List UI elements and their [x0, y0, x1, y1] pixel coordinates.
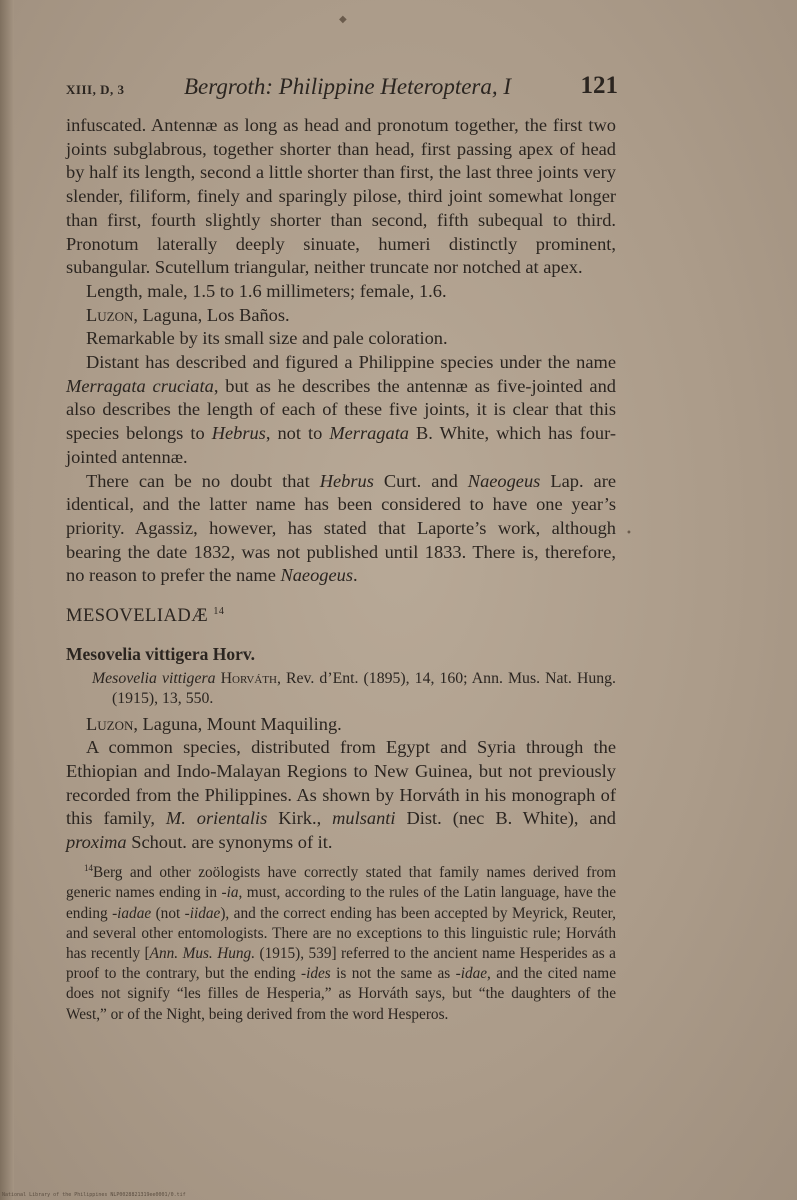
paragraph-length: Length, male, 1.5 to 1.6 millimeters; female, 1.6.	[86, 280, 447, 301]
paragraph-distant	[66, 351, 616, 470]
text-run: Kirk.,	[267, 808, 333, 829]
taxon-name: Merragata cruciata	[66, 375, 214, 396]
footnote-ref: 14	[213, 606, 225, 618]
running-header	[66, 74, 618, 104]
taxon-name: Naeogeus	[280, 565, 353, 586]
body-text	[66, 114, 616, 855]
paragraph-locality	[66, 304, 616, 328]
paragraph-locality-2	[66, 713, 616, 737]
text-run: is not the same as	[330, 965, 456, 983]
taxon-name: proxima	[66, 832, 127, 853]
text-run: B. White, which has four-jointed antennæ.	[66, 423, 617, 467]
text-run: , must, according to the rules of the Latin language, have the ending	[66, 884, 616, 922]
locality-name: Luzon	[86, 304, 134, 325]
journal-name: Ann. Mus. Hung.	[149, 944, 256, 962]
text-run: , not to	[265, 423, 330, 444]
taxon-name: mulsanti	[332, 808, 396, 829]
text-run: Schout. are synonyms of it.	[126, 832, 333, 853]
paragraph-distribution	[66, 736, 616, 855]
locality-name: Luzon	[86, 713, 134, 734]
family-heading	[66, 600, 616, 629]
locality-detail: , Laguna, Los Baños.	[133, 304, 290, 325]
suffix: -idae	[455, 965, 488, 983]
text-run: Distant has described and figured a Philippine species under the name	[86, 352, 616, 373]
suffix: -iidae	[184, 904, 221, 922]
paragraph-description: infuscated. Antennæ as long as head and pronotum together, the first two joints subglabrous, together shorter than head, first passing apex of head by half its length, second a little shorter than first, the last three joints very slender, filiform, finely and sparingly pilose, third joint somewhat longer than first, fourth slightly shorter than second, fifth subequal to third. Pronotum laterally deeply sinuate, humeri distinctly prominent, subangular. Scutellum triangular, neither truncate nor notched at apex.	[66, 115, 616, 278]
text-run: .	[353, 565, 358, 586]
text-run: , but as he describes the antennæ as five-jointed and also describes the length of each of these five joints, it is clear that this species belongs to	[66, 375, 616, 444]
running-title: Bergroth: Philippine Heteroptera, I	[184, 74, 512, 99]
text-run: (1915), 539] referred to the ancient name Hesperides as a proof to the contrary, but the ending	[66, 944, 616, 983]
page-number: 121	[580, 72, 618, 99]
family-heading-text: MESOVELIADÆ	[66, 606, 209, 627]
text-run: Lap. are identical, and the latter name has been considered to have one year’s priority. Agassiz, however, has stated that Laporte’s work, although bearing the date 1832, was not published until 1833. There is, therefore, no reason to prefer the name	[66, 470, 617, 586]
text-run: There can be no doubt that	[86, 470, 320, 491]
text-run: , and the cited name does not signify “les filles de Hesperia,” as Horváth says, but “the daughters of the West,” or of the Night, being derived from the word Hesperos.	[66, 965, 616, 1023]
text-run: (not	[151, 904, 185, 922]
text-run: A common species, distributed from Egypt and Syria through the Ethiopian and Indo-Malayan Regions to New Guinea, but not previously recorded from the Philippines. As shown by Horváth in his monograph of this family,	[66, 737, 616, 829]
text-run: Berg and other zoölogists have correctly stated that family names derived from generic names ending in	[66, 864, 616, 902]
text-run: Curt. and	[373, 470, 468, 491]
taxon-name: Naeogeus	[467, 470, 541, 491]
taxon-name: Hebrus	[211, 423, 266, 444]
scan-mark-side: •	[626, 528, 632, 539]
scan-mark-top: ◆	[339, 14, 347, 25]
paragraph-remark: Remarkable by its small size and pale coloration.	[86, 328, 448, 349]
locality-detail: , Laguna, Mount Maquiling.	[133, 713, 342, 734]
digitization-stamp: National Library of the Philippines NLP0028821319ee0001/0.tif	[2, 1192, 186, 1198]
suffix: -ia	[221, 884, 239, 902]
taxon-name: Merragata	[329, 423, 409, 444]
footnote	[66, 858, 616, 1025]
volume-label: XIII, D, 3	[66, 82, 125, 97]
suffix: -iadae	[112, 904, 152, 922]
text-run: ), and the correct ending has been accepted by Meyrick, Reuter, and several other entomologists. There are no exceptions to this linguistic rule; Horváth has recently [	[66, 904, 616, 962]
footnote-number: 14	[84, 863, 93, 873]
paragraph-hebrus	[66, 470, 616, 589]
synonymy-citation	[66, 669, 616, 709]
text-run: Dist. (nec B. White), and	[395, 808, 616, 829]
citation-text: , Rev. d’Ent. (1895), 14, 160; Ann. Mus. Nat. Hung. (1915), 13, 550.	[112, 669, 616, 707]
taxon-name: Mesovelia vittigera	[92, 669, 216, 687]
species-title: Mesovelia vittigera Horv.	[66, 643, 256, 664]
taxon-name: Hebrus	[319, 470, 374, 491]
suffix: -ides	[301, 965, 331, 983]
author-name: Horváth	[215, 669, 277, 687]
page-edge-shadow	[0, 0, 14, 1200]
taxon-name: M. orientalis	[165, 808, 268, 829]
